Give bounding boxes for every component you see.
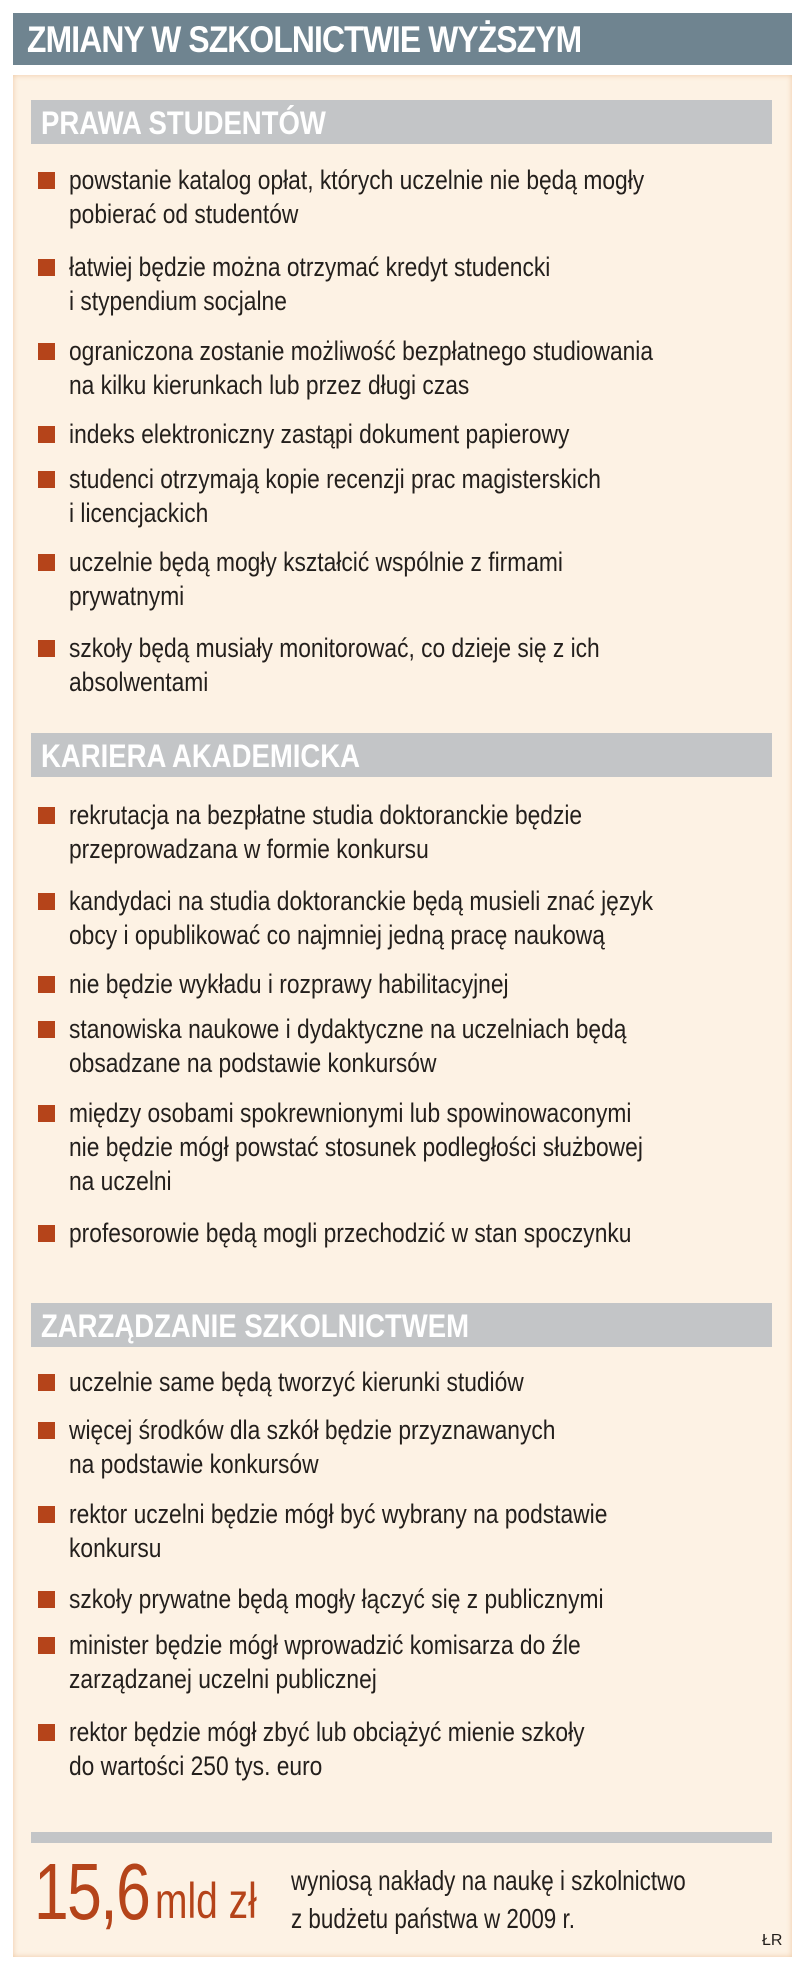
list-item-text: uczelnie same będą tworzyć kierunki studiów bbox=[69, 1367, 524, 1397]
section-heading-zarzadzanie bbox=[31, 1303, 772, 1347]
square-bullet-icon bbox=[38, 1506, 55, 1523]
list-item-text: rektor uczelni będzie mógł być wybrany na podstawie konkursu bbox=[69, 1499, 608, 1563]
summary-description: wyniosą nakłady na naukę i szkolnictwo z budżetu państwa w 2009 r. bbox=[291, 1865, 686, 1934]
list-item-text: stanowiska naukowe i dydaktyczne na uczelniach będą obsadzane na podstawie konkursów bbox=[69, 1014, 627, 1078]
list-item-text: kandydaci na studia doktoranckie będą musieli znać język obcy i opublikować co najmniej jedną pracę naukową bbox=[69, 886, 654, 950]
list-item-text: ograniczona zostanie możliwość bezpłatnego studiowania na kilku kierunkach lub przez długi czas bbox=[69, 336, 654, 400]
section-heading-text: KARIERA AKADEMICKA bbox=[41, 738, 361, 774]
square-bullet-icon bbox=[38, 1225, 55, 1242]
square-bullet-icon bbox=[38, 976, 55, 993]
square-bullet-icon bbox=[38, 259, 55, 276]
list-item-text: minister będzie mógł wprowadzić komisarza do źle zarządzanej uczelni publicznej bbox=[69, 1630, 581, 1694]
square-bullet-icon bbox=[38, 1637, 55, 1654]
square-bullet-icon bbox=[38, 426, 55, 443]
square-bullet-icon bbox=[38, 1021, 55, 1038]
section-heading-kariera-akademicka bbox=[31, 733, 772, 777]
square-bullet-icon bbox=[38, 1724, 55, 1741]
square-bullet-icon bbox=[38, 893, 55, 910]
section-heading-text: ZARZĄDZANIE SZKOLNICTWEM bbox=[41, 1308, 470, 1344]
list-item-text: więcej środków dla szkół będzie przyznawanych na podstawie konkursów bbox=[69, 1415, 556, 1479]
page-title: ZMIANY W SZKOLNICTWIE WYŻSZYM bbox=[27, 19, 582, 60]
square-bullet-icon bbox=[38, 471, 55, 488]
list-item-text: profesorowie będą mogli przechodzić w stan spoczynku bbox=[69, 1218, 632, 1248]
list-item-text: szkoły będą musiały monitorować, co dzieje się z ich absolwentami bbox=[69, 633, 600, 697]
section-heading-text: PRAWA STUDENTÓW bbox=[41, 105, 326, 141]
summary-unit: mld zł bbox=[155, 1873, 257, 1929]
square-bullet-icon bbox=[38, 172, 55, 189]
square-bullet-icon bbox=[38, 807, 55, 824]
square-bullet-icon bbox=[38, 1105, 55, 1122]
square-bullet-icon bbox=[38, 1374, 55, 1391]
square-bullet-icon bbox=[38, 640, 55, 657]
list-item-text: rektor będzie mógł zbyć lub obciążyć mienie szkoły do wartości 250 tys. euro bbox=[69, 1717, 585, 1781]
author-credit: ŁR bbox=[762, 1932, 783, 1949]
list-item-text: studenci otrzymają kopie recenzji prac magisterskich i licencjackich bbox=[69, 464, 601, 528]
list-item-text: indeks elektroniczny zastąpi dokument papierowy bbox=[69, 419, 570, 449]
square-bullet-icon bbox=[38, 1591, 55, 1608]
list-item-text: rekrutacja na bezpłatne studia doktoranckie będzie przeprowadzana w formie konkursu bbox=[69, 800, 583, 864]
list-item-text: łatwiej będzie można otrzymać kredyt studencki i stypendium socjalne bbox=[69, 252, 551, 316]
title-bar bbox=[13, 13, 792, 65]
square-bullet-icon bbox=[38, 1422, 55, 1439]
list-item-text: uczelnie będą mogły kształcić wspólnie z firmami prywatnymi bbox=[69, 547, 563, 611]
divider bbox=[31, 1832, 772, 1843]
square-bullet-icon bbox=[38, 554, 55, 571]
list-item-text: między osobami spokrewnionymi lub spowinowaconymi nie będzie mógł powstać stosunek podległości służbowej na uczelni bbox=[69, 1098, 643, 1196]
list-item-text: powstanie katalog opłat, których uczelnie nie będą mogły pobierać od studentów bbox=[69, 165, 645, 229]
list-item-text: nie będzie wykładu i rozprawy habilitacyjnej bbox=[69, 969, 509, 999]
section-heading-prawa-studentow bbox=[31, 100, 772, 144]
square-bullet-icon bbox=[38, 343, 55, 360]
list-item-text: szkoły prywatne będą mogły łączyć się z publicznymi bbox=[69, 1584, 604, 1614]
summary-value: 15,6 bbox=[34, 1847, 150, 1936]
